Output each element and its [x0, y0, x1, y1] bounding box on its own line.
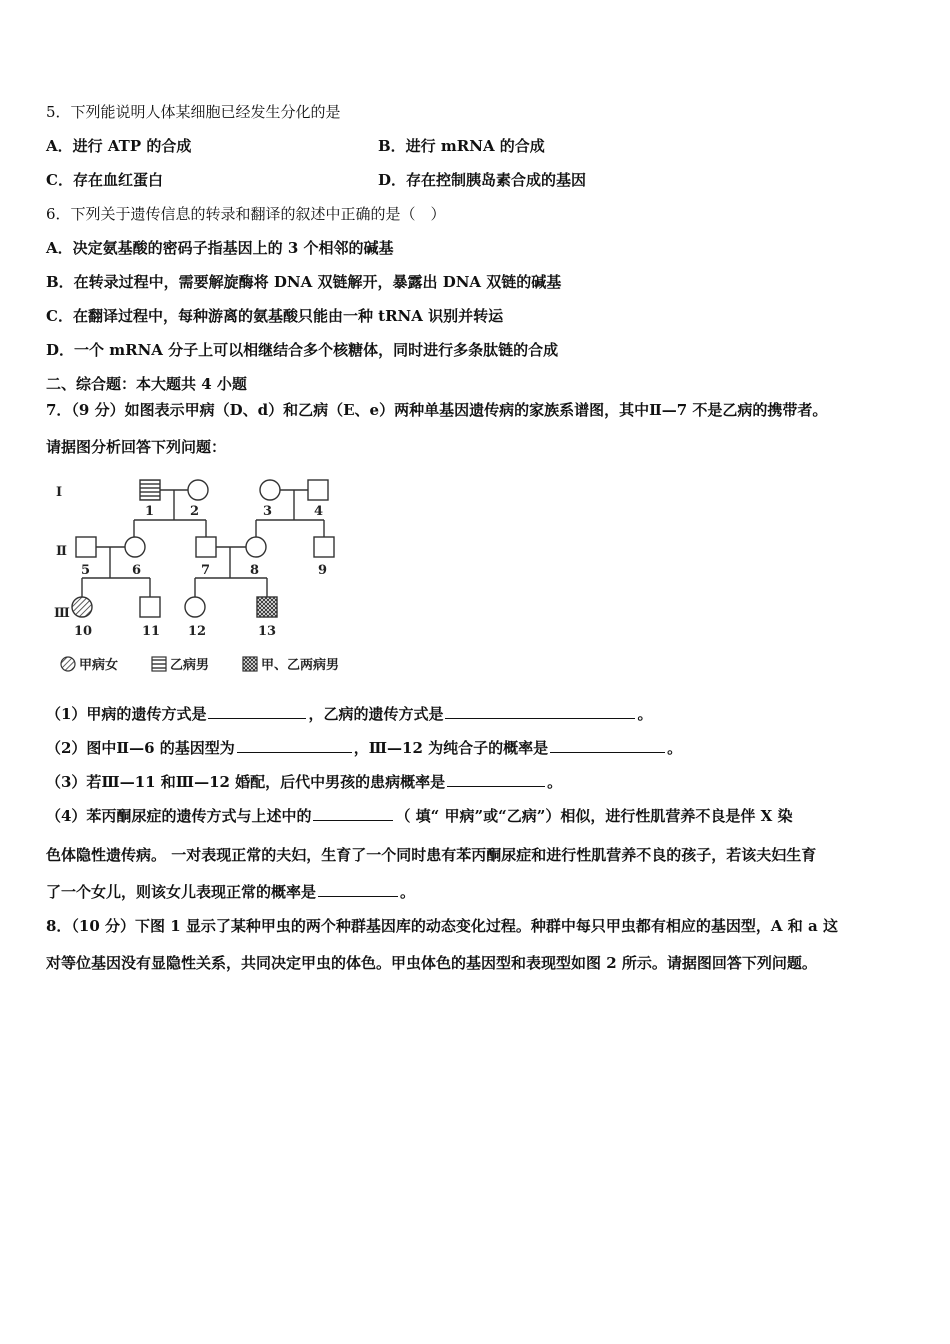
gen-label-3: Ⅲ [54, 606, 70, 621]
individual-III-13 [257, 597, 277, 617]
q5-stem: 5．下列能说明人体某细胞已经发生分化的是 [46, 103, 341, 121]
individual-I-2 [188, 480, 208, 500]
id-label-12: 12 [188, 624, 207, 639]
pedigree-chart [46, 474, 376, 684]
individual-III-10 [72, 597, 92, 617]
id-label-13: 13 [258, 624, 277, 639]
legend-label-both-male: 甲、乙两病男 [261, 658, 340, 673]
id-label-10: 10 [74, 624, 93, 639]
q7-part4-line3: 了一个女儿，则该女儿表现正常的概率是 。 [46, 883, 416, 901]
q8-line2: 对等位基因没有显隐性关系，共同决定甲虫的体色。甲虫体色的基因型和表现型如图 2 所示。请据图回答下列问题。 [46, 954, 817, 972]
id-label-9: 9 [318, 563, 328, 578]
q6-option-d: D．一个 mRNA 分子上可以相继结合多个核糖体，同时进行多条肽链的合成 [46, 341, 559, 359]
individual-II-7 [196, 537, 216, 557]
q6-stem: 6．下列关于遗传信息的转录和翻译的叙述中正确的是（ ） [46, 205, 446, 223]
individual-I-1 [140, 480, 160, 500]
q7-part1: （1）甲病的遗传方式是 ，乙病的遗传方式是 。 [46, 705, 653, 723]
individual-II-8 [246, 537, 266, 557]
q7-part2: （2）图中Ⅱ—6 的基因型为 ，Ⅲ—12 为纯合子的概率是 。 [46, 739, 683, 757]
individual-II-9 [314, 537, 334, 557]
q7-stem-line1: 7．（9 分）如图表示甲病（D、d）和乙病（E、e）两种单基因遗传病的家族系谱图，其中Ⅱ—7 不是乙病的携带者。 [46, 401, 828, 419]
legend-jia-female-icon [61, 657, 75, 671]
id-label-2: 2 [190, 504, 200, 519]
q7-part3: （3）若Ⅲ—11 和Ⅲ—12 婚配，后代中男孩的患病概率是 。 [46, 773, 563, 791]
section-heading: 二、综合题：本大题共 4 小题 [46, 375, 247, 393]
answer-blank[interactable] [318, 882, 398, 897]
id-label-11: 11 [142, 624, 161, 639]
q5-option-a: A．进行 ATP 的合成 [46, 137, 192, 155]
id-label-1: 1 [145, 504, 155, 519]
q8-line1: 8．（10 分）下图 1 显示了某种甲虫的两个种群基因库的动态变化过程。种群中每只甲虫都有相应的基因型，A 和 a 这 [46, 917, 838, 935]
individual-I-4 [308, 480, 328, 500]
id-label-5: 5 [81, 563, 91, 578]
id-label-8: 8 [250, 563, 260, 578]
q7-part4-line1: （4）苯丙酮尿症的遗传方式与上述中的 （ 填“ 甲病”或“乙病”）相似，进行性肌营养不良是伴 X 染 [46, 807, 793, 825]
answer-blank[interactable] [550, 738, 665, 753]
q6-option-a: A．决定氨基酸的密码子指基因上的 3 个相邻的碱基 [46, 239, 394, 257]
legend-label-jia-female: 甲病女 [79, 658, 119, 673]
q5-option-b: B．进行 mRNA 的合成 [378, 137, 545, 155]
q7-stem-line2: 请据图分析回答下列问题： [46, 438, 227, 456]
individual-II-5 [76, 537, 96, 557]
id-label-7: 7 [201, 563, 211, 578]
answer-blank[interactable] [237, 738, 352, 753]
individual-III-11 [140, 597, 160, 617]
q5-option-c: C．存在血红蛋白 [46, 171, 163, 189]
legend-label-yi-male: 乙病男 [170, 658, 210, 673]
id-label-3: 3 [263, 504, 273, 519]
id-label-4: 4 [314, 504, 324, 519]
q6-option-c: C．在翻译过程中，每种游离的氨基酸只能由一种 tRNA 识别并转运 [46, 307, 504, 325]
answer-blank[interactable] [447, 772, 545, 787]
legend-yi-male-icon [152, 657, 166, 671]
individual-III-12 [185, 597, 205, 617]
q6-option-b: B．在转录过程中，需要解旋酶将 DNA 双链解开，暴露出 DNA 双链的碱基 [46, 273, 562, 291]
individual-II-6 [125, 537, 145, 557]
gen-label-1: Ⅰ [56, 485, 63, 500]
answer-blank[interactable] [208, 704, 306, 719]
individual-I-3 [260, 480, 280, 500]
id-label-6: 6 [132, 563, 142, 578]
gen-label-2: Ⅱ [56, 544, 67, 559]
answer-blank[interactable] [313, 806, 393, 821]
legend-both-male-icon [243, 657, 257, 671]
q7-part4-line2: 色体隐性遗传病。 一对表现正常的夫妇，生育了一个同时患有苯丙酮尿症和进行性肌营养不良的孩子，若该夫妇生育 [46, 846, 817, 864]
q5-option-d: D．存在控制胰岛素合成的基因 [378, 171, 587, 189]
answer-blank[interactable] [445, 704, 635, 719]
